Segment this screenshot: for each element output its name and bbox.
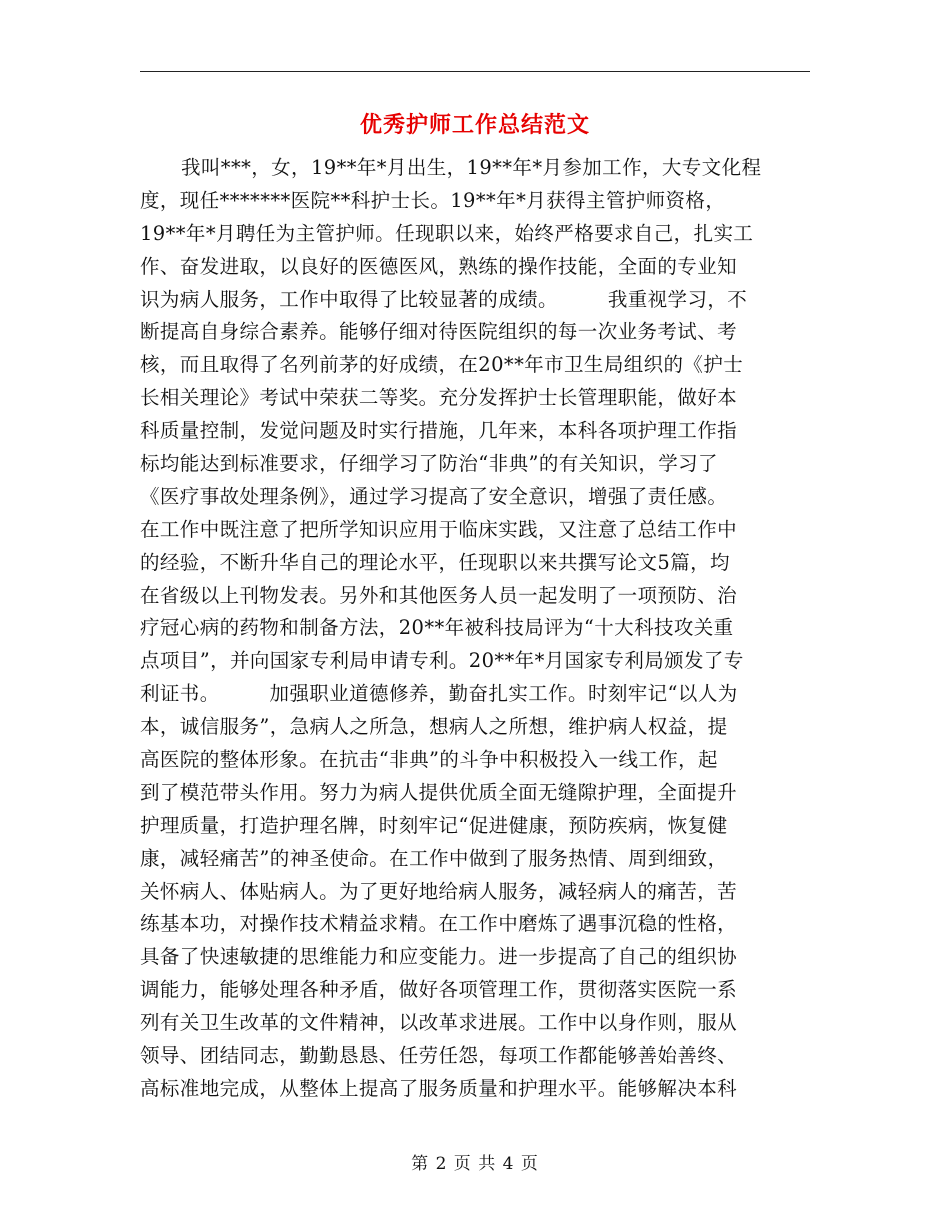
text-line: 作、奋发进取，以良好的医德医风，熟练的操作技能，全面的专业知: [140, 254, 738, 278]
text-line: 断提高自身综合素养。能够仔细对待医院组织的每一次业务考试、考: [140, 320, 738, 344]
text-line: 调能力，能够处理各种矛盾，做好各项管理工作，贯彻落实医院一系: [140, 978, 738, 1002]
text-line: 高标准地完成，从整体上提高了服务质量和护理水平。能够解决本科: [140, 1076, 738, 1100]
text-line: 19**年*月聘任为主管护师。任现职以来，始终严格要求自己，扎实工: [140, 221, 754, 245]
document-body: [140, 152, 810, 1106]
text-line: 点项目”，并向国家专利局申请专利。20**年*月国家专利局颁发了专: [140, 649, 744, 673]
text-line: 长相关理论》考试中荣获二等奖。充分发挥护士长管理职能，做好本: [140, 386, 738, 410]
text-line: 关怀病人、体贴病人。为了更好地给病人服务，减轻病人的痛苦，苦: [140, 879, 738, 903]
text-line: 具备了快速敏捷的思维能力和应变能力。进一步提高了自己的组织协: [140, 945, 738, 969]
text-line: 在工作中既注意了把所学知识应用于临床实践，又注意了总结工作中: [140, 517, 738, 541]
text-line: 识为病人服务，工作中取得了比较显著的成绩。 我重视学习，不: [140, 287, 748, 311]
text-line: 护理质量，打造护理名牌，时刻牢记“促进健康，预防疾病，恢复健: [140, 813, 728, 837]
text-line: 练基本功，对操作技术精益求精。在工作中磨炼了遇事沉稳的性格，: [140, 912, 738, 936]
text-line: 高医院的整体形象。在抗击“非典”的斗争中积极投入一线工作，起: [140, 748, 718, 772]
text-line: 我叫***，女，19**年*月出生，19**年*月参加工作，大专文化程: [181, 156, 762, 179]
text-line: 康，减轻痛苦”的神圣使命。在工作中做到了服务热情、周到细致，: [140, 846, 728, 870]
text-line: 的经验，不断升华自己的理论水平，任现职以来共撰写论文5篇，均: [140, 550, 730, 574]
text-line: 利证书。 加强职业道德修养，勤奋扎实工作。时刻牢记“以人为: [140, 682, 738, 706]
text-line: 度，现任*******医院**科护士长。19**年*月获得主管护师资格，: [140, 188, 726, 212]
text-line: 本，诚信服务”，急病人之所急，想病人之所想，维护病人权益，提: [140, 715, 728, 739]
text-line: 《医疗事故处理条例》，通过学习提高了安全意识，增强了责任感。: [140, 484, 728, 508]
document-title: 优秀护师工作总结范文: [359, 112, 590, 138]
text-line: 核，而且取得了名列前茅的好成绩，在20**年市卫生局组织的《护士: [140, 353, 744, 377]
text-line: 领导、团结同志，勤勤恳恳、任劳任怨，每项工作都能够善始善终、: [140, 1044, 738, 1068]
page-number-footer: 第 2 页 共 4 页: [411, 1154, 539, 1174]
text-line: 到了模范带头作用。努力为病人提供优质全面无缝隙护理，全面提升: [140, 780, 738, 804]
text-line: 疗冠心病的药物和制备方法，20**年被科技局评为“十大科技攻关重: [140, 616, 734, 640]
header-rule: [140, 71, 810, 72]
text-line: 在省级以上刊物发表。另外和其他医务人员一起发明了一项预防、治: [140, 583, 738, 607]
text-line: 标均能达到标准要求，仔细学习了防治“非典”的有关知识，学习了: [140, 452, 718, 476]
text-line: 科质量控制，发觉问题及时实行措施，几年来，本科各项护理工作指: [140, 419, 738, 443]
text-line: 列有关卫生改革的文件精神，以改革求进展。工作中以身作则，服从: [140, 1011, 738, 1035]
